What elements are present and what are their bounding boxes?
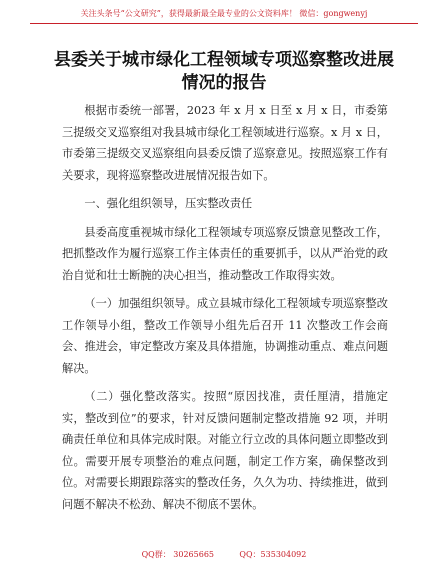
title-line-2: 情况的报告 xyxy=(181,73,267,93)
paragraph-organization: （一）加强组织领导。成立县城市绿化工程领域专项巡察整改工作领导小组，整改工作领导小组先后召开 11 次整改工作会商会、推进会，审定整改方案及具体措施，协调推动重点、难点问题解决。 xyxy=(62,297,388,375)
paragraph-section-1: 县委高度重视城市绿化工程领域专项巡察反馈意见整改工作，把抓整改作为履行巡察工作主体责任的重要抓手，以从严治党的政治自觉和壮士断腕的决心担当，推动整改工作取得实效。 xyxy=(62,225,388,282)
paragraph-implementation: （二）强化整改落实。按照“原因找准，责任厘清，措施定实，整改到位”的要求，针对反馈问题制定整改措施 92 项，并明确责任单位和具体完成时限。对能立行立改的具体问题立即整改到位。需要开展专项整治的难点问题，制定工作方案，确保整改到位。对需要长期跟踪落实的整改任务，久久为功、持续推进，做到问题不解决不松劲、解决不彻底不罢休。 xyxy=(62,390,388,511)
footer-contact: QQ群： 30265665 QQ：535304092 xyxy=(141,550,307,559)
paragraph-intro: 根据市委统一部署，2023 年 x 月 x 日至 x 月 x 日，市委第三提级交叉巡察组对我县城市绿化工程领域进行巡察。x 月 x 日，市委第三提级交叉巡察组向县委反馈了巡察意见。按照巡察工作有关要求，现将巡察整改进展情况报告如下。 xyxy=(62,104,388,182)
document-body xyxy=(62,100,388,522)
header-banner: 关注头条号“公文研究”，获得最新最全最专业的公文资料库！ 微信：gongwenyj xyxy=(80,9,368,18)
header-divider xyxy=(30,23,418,24)
title-line-1: 县委关于城市绿化工程领域专项巡察整改进展 xyxy=(54,50,394,70)
section-heading-1: 一、强化组织领导，压实整改责任 xyxy=(84,197,253,210)
document-title xyxy=(40,49,408,95)
